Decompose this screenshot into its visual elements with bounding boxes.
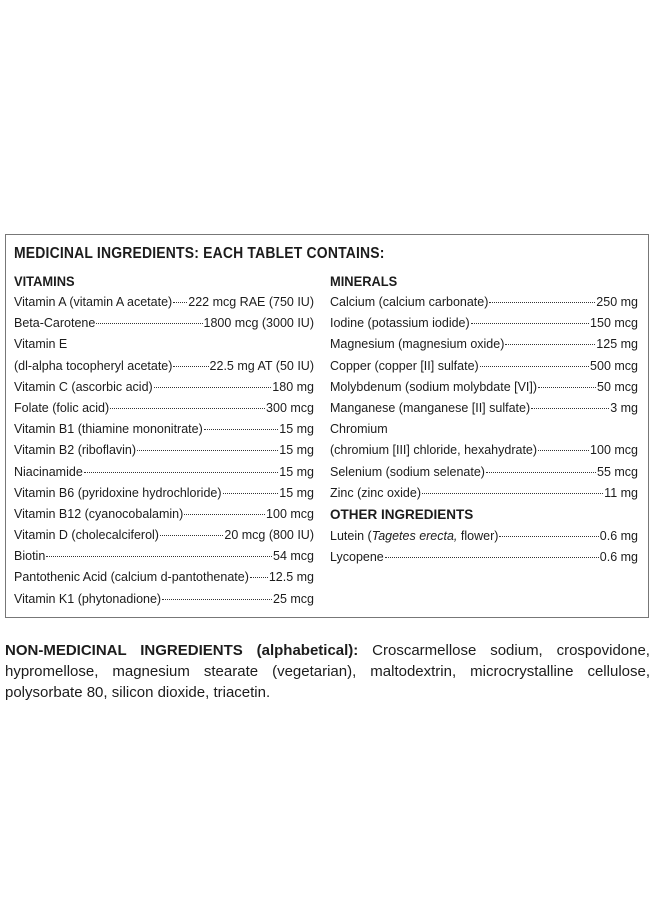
ingredient-amount: 100 mcg [266,506,314,521]
vitamins-column [14,270,314,610]
leader-dots [499,535,598,537]
ingredient-row [330,440,638,461]
ingredient-row [14,440,314,461]
ingredient-amount: 55 mcg [597,464,638,479]
leader-dots [471,322,589,324]
ingredient-name: Vitamin A (vitamin A acetate) [14,295,173,309]
leader-dots [160,534,223,536]
ingredient-row [330,334,638,355]
ingredient-row [14,589,314,610]
ingredient-row [330,526,638,547]
ingredient-name: Vitamin B12 (cyanocobalamin) [14,506,184,521]
ingredient-amount: 15 mg [279,485,314,500]
ingredient-amount: 3 mg [610,400,638,415]
leader-dots [154,386,272,388]
ingredient-row [330,356,638,377]
ingredient-row [14,419,314,440]
leader-dots [173,365,208,367]
ingredient-name: Lycopene [330,550,384,565]
ingredient-name: Pantothenic Acid (calcium d-pantothenate) [14,570,249,585]
ingredient-amount: 15 mg [279,443,314,458]
leader-dots [96,322,202,324]
ingredient-amount: 54 mcg [273,549,314,564]
ingredient-name: Vitamin E [14,337,68,352]
ingredient-name: Manganese (manganese [II] sulfate) [330,400,531,415]
ingredient-name: Vitamin K1 (phytonadione) [14,591,162,606]
ingredient-amount: 22.5 mg AT (50 IU) [209,358,314,373]
ingredient-row [14,334,314,355]
leader-dots [110,407,265,409]
leader-dots [223,492,279,494]
ingredient-row [14,292,314,313]
non-medicinal-heading: NON-MEDICINAL INGREDIENTS (alphabetical): [5,642,359,659]
ingredient-row [14,525,314,546]
ingredient-name: Magnesium (magnesium oxide) [330,337,505,352]
ingredient-row [330,377,638,398]
ingredient-name: Folate (folic acid) [14,400,110,415]
leader-dots [531,407,609,409]
leader-dots [486,471,596,473]
minerals-heading: MINERALS [330,273,398,289]
leader-dots [84,471,278,473]
ingredient-amount: 50 mcg [597,379,638,394]
ingredient-name: Biotin [14,549,46,564]
ingredient-row [330,292,638,313]
ingredient-row [330,398,638,419]
ingredient-amount: 0.6 mg [599,550,638,565]
leader-dots [422,492,603,494]
leader-dots [489,301,595,303]
ingredient-name: (chromium [III] chloride, hexahydrate) [330,443,538,458]
ingredient-row [14,313,314,334]
ingredient-row [14,398,314,419]
ingredient-amount: 250 mg [596,295,638,309]
ingredient-amount: 150 mcg [590,316,638,331]
ingredient-name: Vitamin B1 (thiamine mononitrate) [14,422,203,437]
ingredient-row [330,313,638,334]
leader-dots [162,598,272,600]
leader-dots [173,301,187,303]
minerals-column [330,270,638,568]
non-medicinal-ingredients [5,640,650,703]
ingredient-name: Chromium [330,422,388,437]
ingredient-amount: 300 mcg [266,400,314,415]
leader-dots [538,386,596,388]
ingredient-row [330,483,638,504]
ingredient-name: Selenium (sodium selenate) [330,464,485,479]
ingredient-row [330,547,638,568]
ingredient-amount: 11 mg [604,485,638,500]
leader-dots [184,513,265,515]
ingredient-name: Calcium (calcium carbonate) [330,295,489,309]
ingredient-row [330,462,638,483]
leader-dots [538,449,589,451]
ingredient-amount: 12.5 mg [268,570,314,585]
ingredient-row [14,462,314,483]
ingredient-name: (dl-alpha tocopheryl acetate) [14,358,173,373]
ingredient-name: Iodine (potassium iodide) [330,316,470,331]
ingredient-name: Zinc (zinc oxide) [330,485,421,500]
medicinal-ingredients-heading: MEDICINAL INGREDIENTS: EACH TABLET CONTAINS: [14,245,385,262]
ingredient-amount: 500 mcg [590,358,638,373]
leader-dots [137,449,278,451]
ingredient-amount: 125 mg [596,337,638,352]
leader-dots [250,576,268,578]
leader-dots [385,556,599,558]
ingredient-row [14,546,314,567]
ingredient-amount: 100 mcg [590,443,638,458]
other-ingredients-heading: OTHER INGREDIENTS [330,506,474,522]
ingredient-row [14,567,314,588]
ingredient-amount: 15 mg [279,464,314,479]
ingredient-amount: 180 mg [272,379,314,394]
ingredient-row [330,419,638,440]
ingredient-amount: 15 mg [279,422,314,437]
ingredient-name: Molybdenum (sodium molybdate [VI]) [330,379,538,394]
ingredient-row [14,377,314,398]
ingredient-name: Beta-Carotene [14,316,96,331]
ingredient-name: Copper (copper [II] sulfate) [330,358,479,373]
ingredient-name: Niacinamide [14,464,83,479]
ingredient-row [14,356,314,377]
vitamins-heading: VITAMINS [14,273,75,289]
ingredient-amount: 0.6 mg [599,528,638,543]
leader-dots [480,365,589,367]
ingredient-amount: 25 mcg [273,591,314,606]
ingredient-name: Vitamin B6 (pyridoxine hydrochloride) [14,485,222,500]
non-medicinal-text: Croscarmellose sodium, crospovidone, hypromellose, magnesium stearate (vegetarian), maltodextrin, microcrystalline cellulose, polysorbate 80, silicon dioxide, triacetin. [5,642,650,701]
ingredient-amount: 20 mcg (800 IU) [224,528,314,543]
ingredient-amount: 222 mcg RAE (750 IU) [188,295,314,309]
ingredient-name: Vitamin D (cholecalciferol) [14,528,159,543]
ingredient-row [14,504,314,525]
ingredient-name: Vitamin C (ascorbic acid) [14,379,153,394]
ingredient-name: Vitamin B2 (riboflavin) [14,443,137,458]
ingredient-row [14,483,314,504]
ingredient-name: Lutein (Tagetes erecta, flower) [330,528,499,543]
leader-dots [505,343,595,345]
leader-dots [204,428,279,430]
leader-dots [46,555,272,557]
ingredient-amount: 1800 mcg (3000 IU) [203,316,314,331]
